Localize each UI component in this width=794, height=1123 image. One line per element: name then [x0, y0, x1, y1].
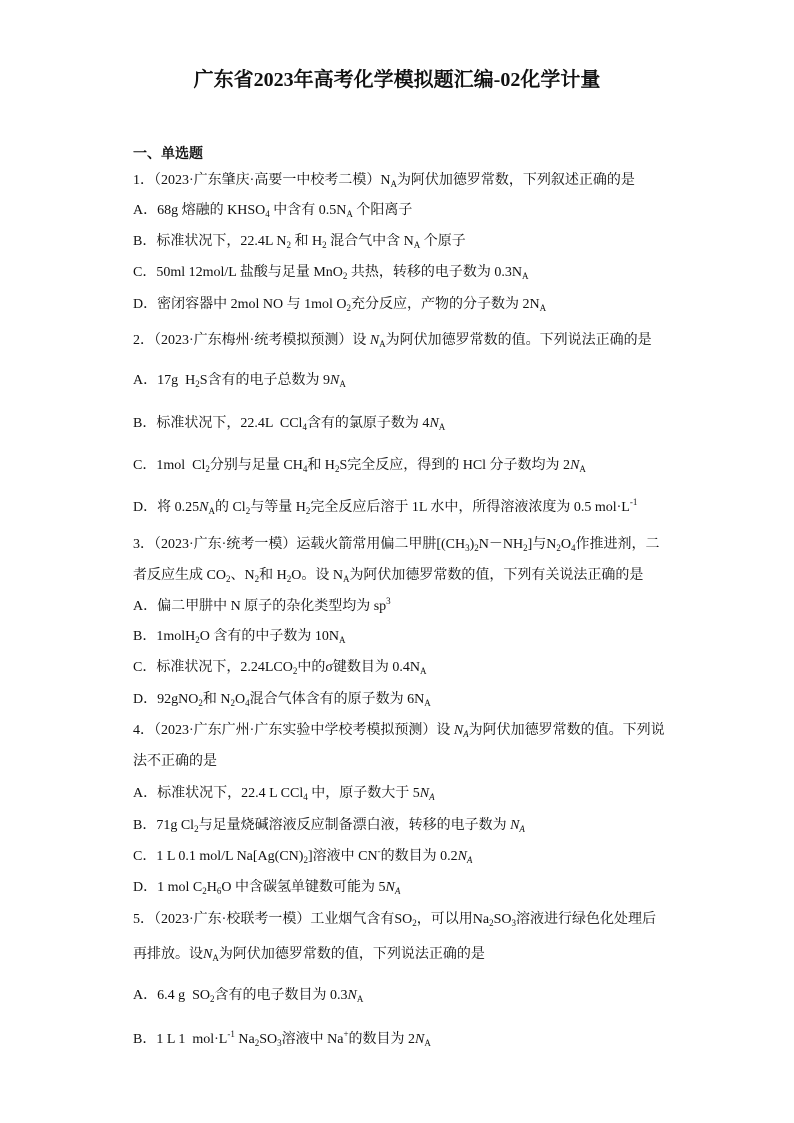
subscript: 2	[474, 543, 479, 553]
text-run: 作推进剂，二	[575, 537, 660, 552]
subscript: A	[420, 666, 427, 676]
text-run: 者反应生成 CO	[133, 568, 226, 583]
subscript: 4	[302, 422, 307, 432]
subscript: 4	[302, 464, 308, 474]
text-run: S完全反应，得到的 HCl 分子数均为 2	[339, 458, 571, 473]
text-run: 和 H	[307, 458, 335, 473]
question-2-option-a	[133, 372, 346, 390]
subscript: 2	[322, 240, 327, 250]
question-3-option-a	[133, 598, 391, 616]
text-run: 1．（2023·广东肇庆·高要一中校考二模）N	[133, 173, 391, 188]
subscript: A	[579, 464, 586, 474]
text-run: O 含有的中子数为 10N	[199, 629, 339, 644]
subscript: 2	[195, 379, 200, 389]
question-2-option-d	[133, 499, 637, 517]
subscript: 2	[202, 886, 207, 896]
text-run: 和 N	[202, 692, 231, 707]
italic-symbol: N	[419, 786, 430, 801]
text-run: 含有的氯原子数为 4	[306, 416, 430, 431]
section-heading: 一、单选题	[133, 147, 203, 162]
subscript: 2	[303, 855, 308, 865]
text-run: 与足量烧碱溶液反应制备漂白液，转移的电子数为	[198, 818, 511, 833]
superscript: -1	[629, 497, 638, 507]
subscript: 2	[254, 574, 260, 584]
text-run: O。设 N	[291, 568, 343, 583]
subscript: A	[390, 179, 397, 189]
subscript: 2	[225, 574, 231, 584]
superscript: -1	[227, 1029, 235, 1039]
subscript: 2	[245, 506, 251, 516]
text-run: 的 Cl	[214, 500, 246, 515]
subscript: 2	[305, 506, 311, 516]
italic-symbol: N	[457, 849, 467, 864]
text-run: B．1 L 1 mol·L	[133, 1032, 228, 1047]
italic-subscript: A	[519, 824, 525, 834]
subscript: 2	[198, 698, 203, 708]
text-run: ]溶液中 CN	[307, 849, 378, 864]
question-3-option-d	[133, 691, 431, 709]
subscript: A	[356, 994, 364, 1004]
text-run: )	[469, 537, 475, 552]
text-run: B．标准状况下，22.4L CCl	[133, 416, 303, 431]
subscript: 2	[523, 543, 528, 553]
italic-symbol: N	[429, 416, 439, 431]
subscript: 3	[511, 918, 516, 928]
question-1-stem	[133, 172, 635, 190]
text-run: B．71g Cl	[133, 818, 195, 833]
text-run: 和 H	[259, 568, 287, 583]
question-1-option-c	[133, 264, 529, 282]
text-run: C．1mol Cl	[133, 458, 206, 473]
text-run: D．密闭容器中 2mol NO 与 1mol O	[133, 297, 347, 312]
question-4-option-d	[133, 879, 400, 897]
subscript: A	[413, 240, 421, 250]
text-run: S含有的电子总数为 9	[199, 373, 331, 388]
text-run: 法不正确的是	[133, 754, 217, 769]
text-run: 与等量 H	[250, 500, 306, 515]
question-4-option-b	[133, 817, 525, 835]
text-run: 分别与足量 CH	[209, 458, 303, 473]
text-run: 为阿伏加德罗常数的值，下列有关说法正确的是	[349, 568, 644, 583]
text-run: 共热，转移的电子数为 0.3N	[347, 265, 523, 280]
italic-symbol: N	[570, 458, 580, 473]
subscript: A	[346, 209, 353, 219]
subscript: A	[424, 1038, 431, 1048]
question-4-option-a	[133, 785, 435, 803]
text-run: 的数目为 2	[348, 1032, 416, 1047]
text-run: 为阿伏加德罗常数的值。下列说	[468, 723, 665, 738]
text-run: 中的σ键数目为 0.4N	[297, 660, 421, 675]
question-4-stem-line-2	[133, 753, 217, 771]
subscript: A	[424, 698, 431, 708]
text-run: O 中含碳氢单键数可能为 5	[221, 880, 386, 895]
subscript: 2	[556, 543, 561, 553]
text-run: A．标准状况下，22.4 L CCl	[133, 786, 304, 801]
text-run: 、N	[230, 568, 255, 583]
subscript: A	[339, 379, 346, 389]
text-run: SO	[259, 1032, 278, 1047]
subscript: 2	[286, 574, 292, 584]
text-run: A．68g 熔融的 KHSO	[133, 203, 266, 218]
text-run: 4．（2023·广东广州·广东实验中学校考模拟预测）设	[133, 723, 454, 738]
question-5-stem-line-2	[133, 946, 485, 964]
subscript: 4	[245, 698, 250, 708]
question-3-option-c	[133, 659, 427, 677]
text-run: D．1 mol C	[133, 880, 203, 895]
question-1-option-d	[133, 296, 546, 314]
subscript: A	[338, 635, 346, 645]
text-run: C．标准状况下，2.24LCO	[133, 660, 293, 675]
subscript: 2	[286, 240, 291, 250]
italic-subscript: A	[429, 792, 435, 802]
text-run: Na	[234, 1032, 255, 1047]
subscript: A	[212, 953, 219, 963]
text-run: 为阿伏加德罗常数的值，下列说法正确的是	[218, 947, 485, 962]
text-run: SO	[493, 912, 512, 927]
text-run: 2．（2023·广东梅州·统考模拟预测）设	[133, 333, 370, 348]
question-2-stem	[133, 332, 652, 350]
question-2-option-c	[133, 457, 586, 475]
question-4-stem-line-1	[133, 722, 665, 740]
text-run: 和 H	[290, 234, 323, 249]
text-run: A．17g H	[133, 373, 196, 388]
text-run: B．1molH	[133, 629, 196, 644]
text-run: A．偏二甲肼中 N 原子的杂化类型均为 sp	[133, 599, 387, 614]
text-run: 再排放。设	[133, 947, 203, 962]
italic-subscript: A	[463, 729, 469, 739]
text-run: B．标准状况下，22.4L N	[133, 234, 287, 249]
question-1-option-a	[133, 202, 412, 220]
text-run: 混合气体含有的原子数为 6N	[249, 692, 425, 707]
subscript: 2	[194, 824, 199, 834]
text-run: O	[560, 537, 572, 552]
subscript: 2	[342, 271, 348, 281]
text-run: 的数目为 0.2	[380, 849, 458, 864]
italic-symbol: N	[415, 1032, 425, 1047]
subscript: 3	[277, 1038, 282, 1048]
subscript: 2	[205, 464, 210, 474]
text-run: 含有的电子数目为 0.3	[214, 988, 348, 1003]
text-run: C．1 L 0.1 mol/L Na[Ag(CN)	[133, 849, 304, 864]
subscript: 6	[216, 886, 222, 896]
text-run: 为阿伏加德罗常数的值。下列说法正确的是	[385, 333, 652, 348]
subscript: 2	[334, 464, 340, 474]
question-3-stem-line-1	[133, 536, 660, 554]
document-title: 广东省2023年高考化学模拟题汇编-02化学计量	[193, 69, 601, 91]
subscript: 2	[195, 635, 200, 645]
italic-subscript: A	[466, 855, 473, 865]
subscript: A	[208, 506, 215, 516]
superscript: -	[377, 846, 381, 856]
subscript: 2	[210, 994, 215, 1004]
text-run: C．50ml 12mol/L 盐酸与足量 MnO	[133, 265, 343, 280]
text-run: ]与N	[527, 537, 557, 552]
italic-symbol: N	[199, 500, 209, 515]
question-2-option-b	[133, 415, 445, 433]
italic-symbol: N	[203, 947, 213, 962]
text-run: D．92gNO	[133, 692, 199, 707]
question-5-stem-line-1	[133, 911, 656, 929]
text-run: A．6.4 g SO	[133, 988, 211, 1003]
text-run: ，可以用Na	[416, 912, 490, 927]
subscript: A	[539, 303, 547, 313]
italic-symbol: N	[330, 373, 340, 388]
subscript: 3	[465, 543, 470, 553]
subscript: A	[379, 339, 386, 349]
subscript: 2	[230, 698, 235, 708]
italic-symbol: N	[369, 333, 380, 348]
superscript: 3	[386, 596, 391, 606]
subscript: 2	[489, 918, 494, 928]
text-run: 溶液中 Na	[281, 1032, 344, 1047]
text-run: N－NH	[478, 537, 524, 552]
subscript: A	[438, 422, 446, 432]
italic-subscript: A	[394, 886, 401, 896]
subscript: 4	[571, 543, 576, 553]
italic-symbol: N	[347, 988, 357, 1003]
question-4-option-c	[133, 848, 472, 866]
question-5-option-a	[133, 987, 363, 1005]
superscript: +	[343, 1029, 349, 1039]
subscript: 4	[265, 209, 270, 219]
question-5-option-b	[133, 1031, 431, 1049]
italic-symbol: N	[453, 723, 464, 738]
italic-symbol: N	[510, 818, 520, 833]
subscript: 2	[292, 666, 298, 676]
question-1-option-b	[133, 233, 466, 251]
subscript: A	[342, 574, 350, 584]
subscript: 4	[303, 792, 308, 802]
text-run: 完全反应后溶于 1L 水中，所得溶液浓度为 0.5 mol·L	[310, 500, 630, 515]
text-run: 中含有 0.5N	[269, 203, 347, 218]
question-3-stem-line-2	[133, 567, 643, 585]
subscript: A	[522, 271, 529, 281]
question-3-option-b	[133, 628, 345, 646]
text-run: 个阳离子	[352, 203, 413, 218]
italic-symbol: N	[385, 880, 395, 895]
subscript: 2	[254, 1038, 260, 1048]
text-run: 个原子	[420, 234, 466, 249]
text-run: 为阿伏加德罗常数，下列叙述正确的是	[396, 173, 635, 188]
text-run: 3．（2023·广东·统考一模）运载火箭常用偏二甲肼[(CH	[133, 537, 466, 552]
text-run: H	[206, 880, 217, 895]
subscript: 2	[412, 918, 417, 928]
subscript: 2	[346, 303, 351, 313]
text-run: 5．（2023·广东·校联考一模）工业烟气含有SO	[133, 912, 413, 927]
text-run: 混合气中含 N	[326, 234, 414, 249]
text-run: O	[234, 692, 246, 707]
text-run: D．将 0.25	[133, 500, 200, 515]
text-run: 充分反应，产物的分子数为 2N	[351, 297, 540, 312]
text-run: 溶液进行绿色化处理后	[515, 912, 656, 927]
text-run: 中，原子数大于 5	[307, 786, 420, 801]
